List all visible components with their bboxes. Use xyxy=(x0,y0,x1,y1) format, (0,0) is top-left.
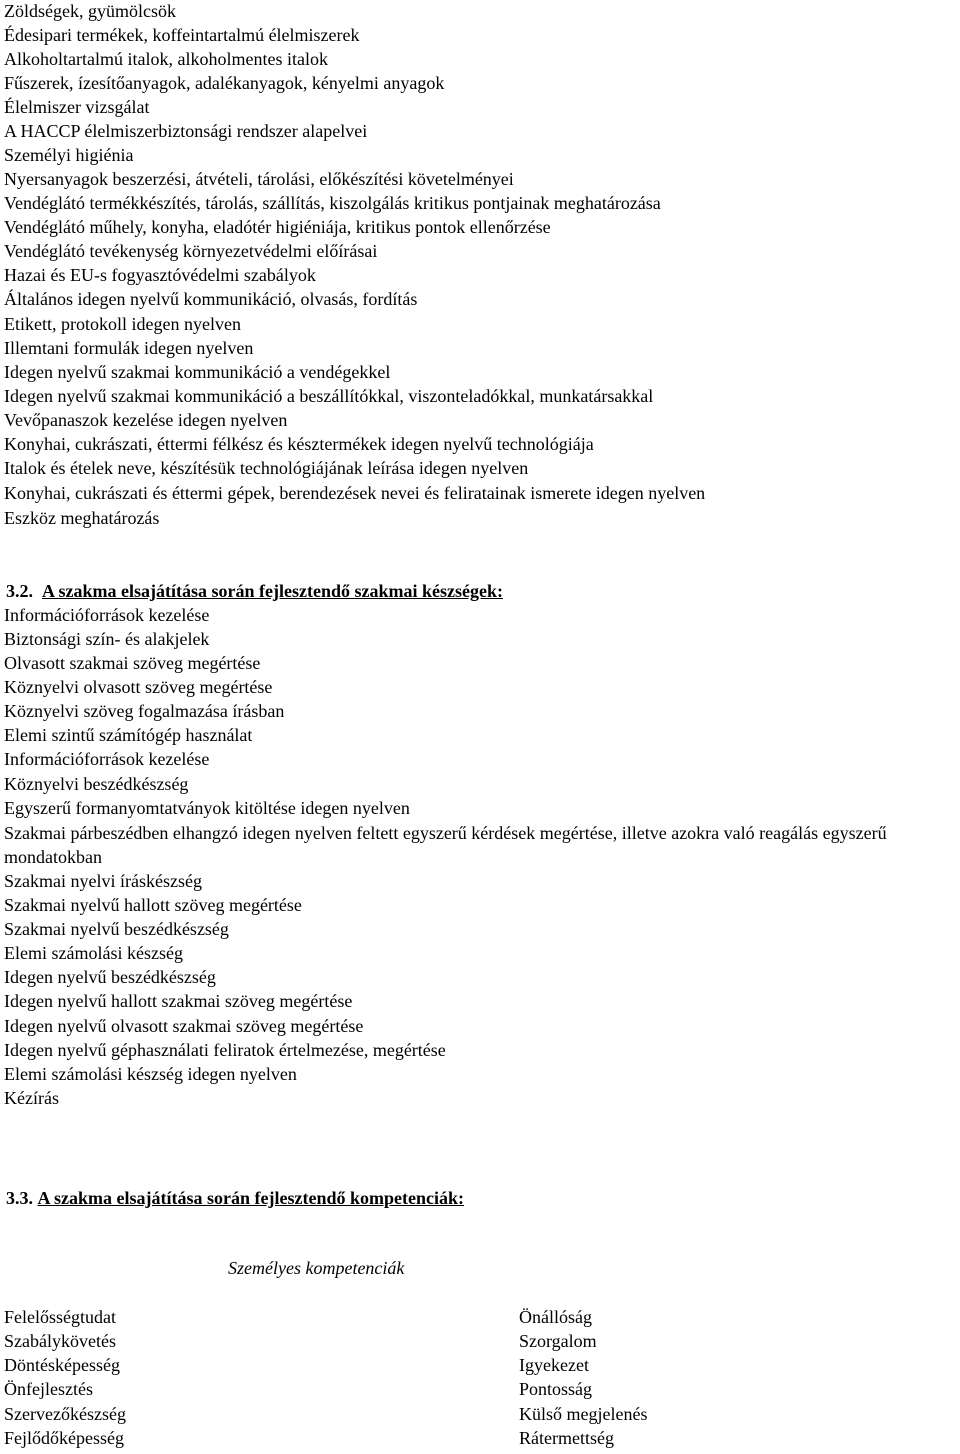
list-item: Vevőpanaszok kezelése idegen nyelven xyxy=(4,410,288,430)
list-item: Külső megjelenés xyxy=(519,1404,648,1424)
list-item: Szabálykövetés xyxy=(4,1331,116,1351)
list-item-long: Szakmai párbeszédben elhangzó idegen nyelven feltett egyszerű kérdések megértése, illetve azokra való reagálás egyszerű mondatokban xyxy=(4,823,887,867)
list-item: Idegen nyelvű hallott szakmai szöveg megértése xyxy=(4,991,353,1011)
section-heading-3-2 xyxy=(6,580,503,602)
list-item: Hazai és EU-s fogyasztóvédelmi szabályok xyxy=(4,265,316,285)
subheading-personal-competencies: Személyes kompetenciák xyxy=(228,1258,405,1278)
list-item: Idegen nyelvű géphasználati feliratok értelmezése, megértése xyxy=(4,1040,446,1060)
section-title: A szakma elsajátítása során fejlesztendő kompetenciák: xyxy=(37,1188,464,1208)
list-item: Pontosság xyxy=(519,1379,593,1399)
list-item: Fejlődőképesség xyxy=(4,1428,124,1448)
list-item: Konyhai, cukrászati és éttermi gépek, berendezések nevei és feliratainak ismerete idegen nyelven xyxy=(4,483,706,503)
list-item: Idegen nyelvű olvasott szakmai szöveg megértése xyxy=(4,1016,364,1036)
list-item: Vendéglátó tevékenység környezetvédelmi előírásai xyxy=(4,241,378,261)
section-number: 3.2. xyxy=(6,581,33,601)
list-item: Önfejlesztés xyxy=(4,1379,93,1399)
list-item: Köznyelvi olvasott szöveg megértése xyxy=(4,677,273,697)
list-item: Köznyelvi beszédkészség xyxy=(4,774,189,794)
list-item: Konyhai, cukrászati, éttermi félkész és késztermékek idegen nyelvű technológiája xyxy=(4,434,594,454)
list-item: Élelmiszer vizsgálat xyxy=(4,97,150,117)
list-item: Fűszerek, ízesítőanyagok, adalékanyagok, kényelmi anyagok xyxy=(4,73,445,93)
list-item: Illemtani formulák idegen nyelven xyxy=(4,338,254,358)
list-item: Italok és ételek neve, készítésük technológiájának leírása idegen nyelven xyxy=(4,458,529,478)
list-item: Eszköz meghatározás xyxy=(4,508,160,528)
list-item: Általános idegen nyelvű kommunikáció, olvasás, fordítás xyxy=(4,289,418,309)
section-title: A szakma elsajátítása során fejlesztendő szakmai készségek: xyxy=(42,581,503,601)
list-item: Egyszerű formanyomtatványok kitöltése idegen nyelven xyxy=(4,798,410,818)
list-item: Biztonsági szín- és alakjelek xyxy=(4,629,210,649)
list-item: Szervezőkészség xyxy=(4,1404,126,1424)
list-item: Idegen nyelvű szakmai kommunikáció a beszállítókkal, viszonteladókkal, munkatársakkal xyxy=(4,386,654,406)
list-item: Idegen nyelvű beszédkészség xyxy=(4,967,216,987)
list-item: Idegen nyelvű szakmai kommunikáció a vendégekkel xyxy=(4,362,391,382)
list-item: Köznyelvi szöveg fogalmazása írásban xyxy=(4,701,285,721)
list-item: Szakmai nyelvű beszédkészség xyxy=(4,919,229,939)
list-item: Döntésképesség xyxy=(4,1355,120,1375)
list-item: Alkoholtartalmú italok, alkoholmentes italok xyxy=(4,49,328,69)
list-item: Nyersanyagok beszerzési, átvételi, tárolási, előkészítési követelményei xyxy=(4,169,514,189)
list-item: Rátermettség xyxy=(519,1428,614,1448)
list-item: A HACCP élelmiszerbiztonsági rendszer alapelvei xyxy=(4,121,368,141)
list-item: Kézírás xyxy=(4,1088,59,1108)
list-item: Igyekezet xyxy=(519,1355,589,1375)
list-item: Személyi higiénia xyxy=(4,145,134,165)
list-item: Vendéglátó termékkészítés, tárolás, szállítás, kiszolgálás kritikus pontjainak meghatározása xyxy=(4,193,661,213)
section-number: 3.3. xyxy=(6,1188,33,1208)
list-item: Olvasott szakmai szöveg megértése xyxy=(4,653,261,673)
list-item: Szakmai nyelvi íráskészség xyxy=(4,871,202,891)
list-item: Etikett, protokoll idegen nyelven xyxy=(4,314,241,334)
list-item: Önállóság xyxy=(519,1307,592,1327)
list-item: Információforrások kezelése xyxy=(4,749,210,769)
list-item: Szorgalom xyxy=(519,1331,597,1351)
section-heading-3-3 xyxy=(6,1187,464,1209)
list-item: Elemi számolási készség idegen nyelven xyxy=(4,1064,297,1084)
list-item: Információforrások kezelése xyxy=(4,605,210,625)
list-item: Felelősségtudat xyxy=(4,1307,116,1327)
list-item: Zöldségek, gyümölcsök xyxy=(4,1,176,21)
list-item: Elemi szintű számítógép használat xyxy=(4,725,253,745)
list-item: Elemi számolási készség xyxy=(4,943,183,963)
list-item: Szakmai nyelvű hallott szöveg megértése xyxy=(4,895,302,915)
list-item: Vendéglátó műhely, konyha, eladótér higiéniája, kritikus pontok ellenőrzése xyxy=(4,217,551,237)
list-item: Édesipari termékek, koffeintartalmú élelmiszerek xyxy=(4,25,360,45)
